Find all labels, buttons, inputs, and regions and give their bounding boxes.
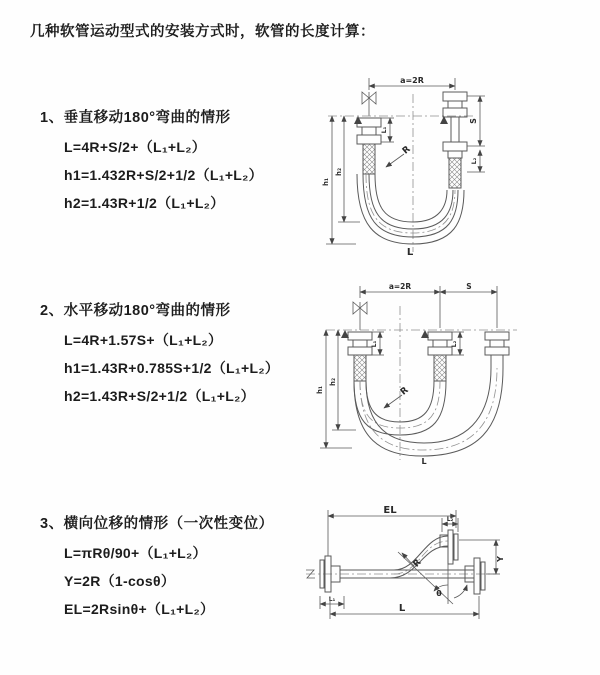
dim-h2 xyxy=(335,116,360,222)
left-fitting xyxy=(357,118,381,174)
formula-line: L=πRθ/90+（L₁+L₂） xyxy=(64,545,207,561)
middle-fitting xyxy=(428,332,452,381)
dim-label-l2: L₂ xyxy=(451,340,458,348)
hose-u-curves xyxy=(357,174,464,244)
dim-label-l: L xyxy=(398,603,406,614)
dim-label-r: R xyxy=(400,144,413,157)
dim-label-r: R xyxy=(411,557,424,570)
dim-label-el: EL xyxy=(383,505,397,516)
dim-l1 xyxy=(371,332,384,355)
dim-y xyxy=(459,540,505,574)
radius-callout xyxy=(386,144,413,167)
dim-s xyxy=(467,96,485,146)
valve-icon xyxy=(362,92,376,116)
dim-label-a2r: a=2R xyxy=(400,76,424,85)
dim-label-h1: h₁ xyxy=(322,177,330,187)
dim-label-l1: L₁ xyxy=(381,126,388,134)
formula-line: EL=2Rsinθ+（L₁+L₂） xyxy=(64,601,215,617)
dim-l1 xyxy=(381,118,394,142)
valve-icon xyxy=(353,302,367,330)
upper-right-flange xyxy=(440,530,458,564)
angle-theta-construction xyxy=(398,546,467,604)
left-fitting xyxy=(348,332,372,381)
dim-label-l2: L₂ xyxy=(471,157,478,165)
formula-line: h1=1.432R+S/2+1/2（L₁+L₂） xyxy=(64,167,263,183)
dim-l xyxy=(330,596,479,619)
dim-label-h2: h₂ xyxy=(335,167,343,177)
angle-label-theta: θ xyxy=(436,589,442,598)
section-3-heading: 3、横向位移的情形（一次性变位） xyxy=(40,516,274,532)
diagram-lateral-displacement xyxy=(298,502,593,636)
formula-line: h1=1.43R+0.785S+1/2（L₁+L₂） xyxy=(64,360,280,376)
dim-l1 xyxy=(320,596,344,609)
section-horizontal-movement xyxy=(40,299,279,410)
formula-line: L=4R+1.57S+（L₁+L₂） xyxy=(64,332,223,348)
page-title: 几种软管运动型式的安装方式时，软管的长度计算： xyxy=(30,24,375,40)
dim-label-y: Y xyxy=(496,556,505,562)
dim-h2 xyxy=(329,330,356,430)
dim-label-s: S xyxy=(466,282,472,291)
up-arrow-marker xyxy=(354,116,362,124)
section-2-heading: 2、水平移动180°弯曲的情形 xyxy=(40,303,231,319)
dim-label-r: R xyxy=(398,385,411,398)
section-lateral-displacement xyxy=(40,512,274,623)
diagram-vertical-180-bend xyxy=(312,72,552,258)
dim-a2r xyxy=(369,76,455,90)
section-1-heading: 1、垂直移动180°弯曲的情形 xyxy=(40,110,231,126)
lower-right-flange xyxy=(465,558,485,594)
right-fitting-two-positions xyxy=(443,92,467,188)
formula-line: h2=1.43R+S/2+1/2（L₁+L₂） xyxy=(64,388,255,404)
diagram-horizontal-180-bend xyxy=(312,280,552,466)
dim-label-h2: h₂ xyxy=(329,377,337,387)
hose-u-position-2 xyxy=(354,368,503,456)
dim-label-l2: L₂ xyxy=(446,516,454,523)
dim-l2 xyxy=(467,150,485,172)
formula-line: L=4R+S/2+（L₁+L₂） xyxy=(64,139,207,155)
dim-label-h1: h₁ xyxy=(316,385,324,395)
dim-a2r xyxy=(360,282,497,328)
formula-line: h2=1.43R+1/2（L₁+L₂） xyxy=(64,195,225,211)
dim-label-l-bottom: L xyxy=(406,247,414,258)
dim-label-l1: L₁ xyxy=(371,340,378,348)
dim-h1 xyxy=(322,116,356,244)
dim-label-l1: L₁ xyxy=(328,596,336,603)
dim-label-s: S xyxy=(469,118,478,124)
right-fitting xyxy=(485,332,509,368)
dim-l2 xyxy=(451,332,464,355)
formula-line: Y=2R（1-cosθ） xyxy=(64,573,176,589)
radius-callout xyxy=(384,385,411,408)
dim-label-l-bottom: L xyxy=(421,457,427,466)
dim-label-a2r: a=2R xyxy=(388,282,412,291)
section-vertical-movement xyxy=(40,106,263,217)
